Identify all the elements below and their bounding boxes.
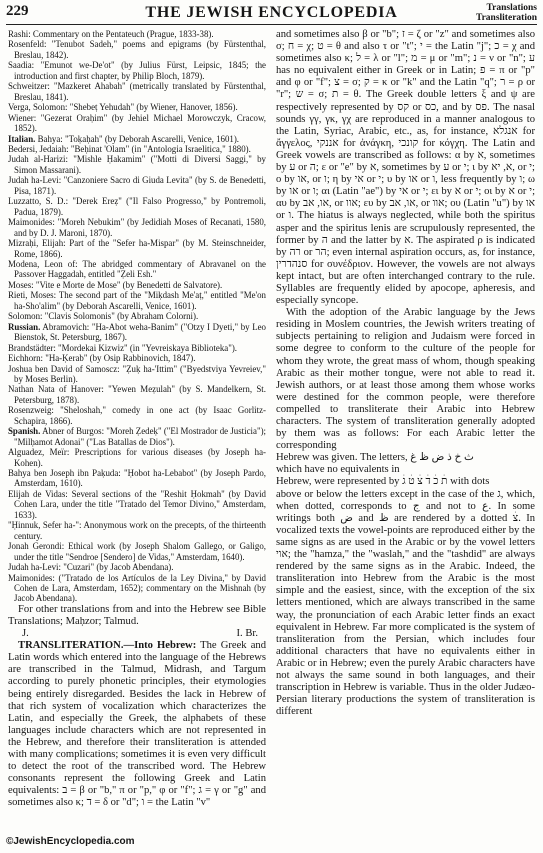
bibliography-list <box>8 29 266 604</box>
signature-right: I. Br. <box>236 628 258 640</box>
right-paragraph-1: and sometimes also β or "b"; ז = ζ or "z" and sometimes also σ; ח = χ; ט = θ and also τ or "t"; י = the Latin "j"; כ = χ and sometimes also κ; ל = λ or "l"; מ = μ or "m"; נ = ν or "n"; ע has no equivalent either in Greek or in Latin; פ = π or "p" and φ or "f"; צ = σ; ק = κ or "k" and the Latin "q"; ר = ρ or "r"; ש = σ; ת = θ. The Greek double letters ξ and ψ are respectively represented by קס or כס, and by פס. The nasal sounds γγ, γκ, γχ are reproduced in a manner analogous to the Latin, Syriac, Arabic, etc., as, for instance, אנגלא for ἄγγελος, אננקי for ἀνάγκη, קונכי for κόγχη. The Latin and Greek vowels are transcribed as follows: α by א, sometimes by ע or ה; ε or "e" by א, sometimes by ע or י; ι by א, יא, or י; ο by או, or ו; η by אי or י; υ by או or ו, less frequently by ו; ω by או or ו; αι (Latin "ae") by אי or י; ει by א or י; οι by א or י; αυ by או, אב, or אוו; ευ by או, אב, or אוו; ου (Latin "u") by או or ו. The hiatus is always neglected, while both the spiritus asper and the spiritus lenis are scrupulously represented, the former by ה and the latter by א. The aspirated ρ is indicated by רה or הר; even internal aspiration occurs, as, for instance, סנהדרין for συνέδριον. However, the vowels are not always kept intact, but are often interchanged contrary to the rule. Syllables are frequently elided by apocope, apheresis, and especially syncope. <box>276 29 536 307</box>
section-line-translations: Translations <box>486 3 537 13</box>
which-have-line: which have no equivalents in <box>276 464 400 476</box>
bibliography-entry: Bedersi, Jedaiah: "Beḥinat 'Olam" (in "Antologia Israelitica," 1880). <box>8 143 251 154</box>
language-label: Spanish. <box>8 426 41 437</box>
transliteration-paragraph <box>8 640 266 809</box>
transliteration-text: The Greek and Latin words which entered into the language of the Hebrews are transcribed in the Talmud, Midrash, and Targum according to purely phonetic principles, their etymologies being entirely disregarded. Besides the lack in Hebrew of that rich system of vocalization which characterizes the Latin, and especially the Greek, the alphabets of these languages include characters which are not represented in the Hebrew, and therefore their transliteration is attended with many complications; sometimes it is even very difficult to detect the root of the transcribed word. The Hebrew consonants represent the following Greek and Latin equivalents: ב = β or "b," π or "p," φ or "f"; ג = γ or "g" and sometimes also κ; ד = δ or "d"; ו = the Latin "v" <box>8 640 267 809</box>
bibliography-entry: Judah ha-Levi: "Canzoniere Sacro di Giuda Levita" (by S. de Benedetti, Pisa, 1871). <box>8 175 266 196</box>
bibliography-entry: Spanish. Abner of Burgos: "Moreh Ẓedeḳ" ("El Mostrador de Justicia"); "Milḥamot Adonai" ("Las Batallas de Dios"). <box>8 426 266 447</box>
bibliography-entry: Rosenzweig: "Sheloshah," comedy in one act (by Isaac Gorlitz-Schapira, 1866). <box>8 405 266 426</box>
bibliography-entry: Joshua ben David of Samoscz: "Ẓuḳ ha-'Ittim" ("Byedstviya Yevreiev," by Moses Berlin). <box>8 363 266 384</box>
arabic-letters: ث خ ذ ض ظ غ <box>410 452 474 464</box>
bibliography-entry: Brandstädter: "Mordekai Kizwiz" (in "Yevreiskaya Biblioteka"). <box>8 342 237 353</box>
bibliography-entry: Wiener: "Gezerat Oraḥim" (by Jehiel Michael Morowczyk, Cracow, 1852). <box>8 112 266 134</box>
header-rule <box>6 24 537 25</box>
bibliography-entry: Luzzatto, S. D.: "Derek Ereẓ" ("Il Falso Progresso," by Pontremoli, Padua, 1879). <box>8 196 266 217</box>
page-header <box>6 3 537 25</box>
hebrew-rep-line <box>276 476 535 488</box>
bibliography-entry: Verga, Solomon: "Shebeṭ Yehudah" (by Wiener, Hanover, 1856). <box>8 102 238 113</box>
bibliography-entry: Jonah Gerondi: Ethical work (by Joseph Shalom Gallego, or Galigo, under the title "Sendroe [Sendero] de Vidas," Amsterdam, 1640). <box>8 541 266 562</box>
language-label: Russian. <box>8 321 41 332</box>
journal-title: THE JEWISH ENCYCLOPEDIA <box>145 4 398 21</box>
right-paragraph-2a: With the adoption of the Arabic language by the Jews residing in Moslem countries, the Jewish writers treating of subjects pertaining to religion and Judaism were forced in some degree to conform to the culture of the people for whom they wrote, the great mass of whom, though speaking Arabic as their mother tongue, were not able to read it. Jewish authors, or at least those among them whose works were destined for the common people, were therefore compelled to transliterate their Arabic into Hebrew characters. The system of transliteration generally adopted by them was as follows: For each Arabic letter the corresponding <box>276 307 535 452</box>
see-also-paragraph: For other translations from and into the Hebrew see Bible Translations; Maḥzor; Talmud. <box>8 603 266 628</box>
bibliography-entry: Moses: "Vite e Morte de Mose" (by Benedetti de Salvatore). <box>8 279 223 290</box>
bibliography-entry: Maimonides: "Moreh Nebukim" (by Jedidiah Moses of Recanati, 1580, and by D. J. Maroni, 1870). <box>8 217 266 238</box>
footer-credit: ©JewishEncyclopedia.com <box>6 836 135 847</box>
bibliography-entry: Judah al-Harizi: "Mishle Ḥakamim" ("Motti di Diversi Saggi," by Simon Massarani). <box>8 154 266 175</box>
bibliography-entry: Bahya ben Joseph ibn Paḳuda: "Ḥobot ha-Lebabot" (by Joseph Pardo, Amsterdam, 1610). <box>8 468 266 489</box>
bibliography-entry: Schweitzer: "Mazkeret Ahabah" (metrically translated by Fürstenthal, Breslau, 1841). <box>8 81 266 102</box>
left-column <box>8 29 266 810</box>
right-column <box>276 29 535 718</box>
signature-left: J. <box>22 628 29 640</box>
bibliography-entry: Solomon: "Clavis Solomonis" (by Abraham Colorni). <box>8 311 199 322</box>
transliteration-subheading: —Into Hebrew: <box>123 640 197 652</box>
arabic-letters-line <box>276 452 535 464</box>
bibliography-entry: Russian. Abramovich: "Ha-Abot weha-Banim" ("Otzy I Dyeti," by Leo Bienstok, St. Petersburg, 1867). <box>8 321 266 343</box>
bibliography-entry: Alguadez, Meïr: Prescriptions for various diseases (by Joseph ha-Kohen). <box>8 447 266 468</box>
page-number: 229 <box>6 3 29 19</box>
language-label: Italian. <box>8 133 36 144</box>
bibliography-entry: "Ḥinnuk, Sefer ha-": Anonymous work on the precepts, of the thirteenth century. <box>8 520 266 541</box>
bibliography-entry: Eichhorn: "Ha-Ḳerab" (by Osip Rabbinovich, 1847). <box>8 353 196 364</box>
bibliography-entry: Nathan Nata of Hanover: "Yewen Meẓulah" (by S. Mandelkern, St. Petersburg, 1878). <box>8 384 266 405</box>
line-hebrew-rep: Hebrew, were represented by <box>276 476 400 488</box>
bibliography-entry: Mizraḥi, Elijah: Part of the "Sefer ha-Mispar" (by M. Steinschneider, Rome, 1866). <box>8 238 266 259</box>
transliteration-heading: TRANSLITERATION. <box>18 640 124 652</box>
section-line-transliteration: Transliteration <box>475 13 537 23</box>
bibliography-entry: Saadia: "Emunot we-De'ot" (by Julius Fürst, Leipsic, 1845; the introduction and first chapter, by Philip Bloch, 1879). <box>8 60 266 81</box>
hebrew-letters: תׄ כׄ דׄ צׄ טׄ גׄ <box>402 476 448 488</box>
line-with-dots: with dots <box>450 476 490 488</box>
bibliography-entry: Maimonides: ("Tratado de los Artículos de la Ley Divina," by David Cohen de Lara, Amsterdam, 1652); commentary on the Mishnah (by Jacob Abendana). <box>8 572 266 604</box>
bibliography-entry: Judah ha-Levi: "Cuzari" (by Jacob Abendana). <box>8 562 174 573</box>
signature-line <box>8 628 266 640</box>
bibliography-entry: Rashi: Commentary on the Pentateuch (Prague, 1833-38). <box>8 29 214 39</box>
bibliography-entry: Italian. Bahya: "Toḳaḥah" (by Deborah Ascarelli, Venice, 1601). <box>8 133 239 144</box>
right-paragraph-2b: above or below the letters except in the case of the ג, which, when dotted, corresponds to ج and not to ع. In some writings both ض and ظ are rendered by a dotted צׄ. In vocalized texts the vowel-points are reproduced either by the same signs as are used in the Arabic or by the vowel letters אוי; the "hamza," the "waslah," and the "tashdid" are always rendered by the same signs as in the Arabic. Indeed, the transliteration into Hebrew from the Arabic is the most simple and the easiest, since, with the exception of the six letters mentioned, which are always transcribed in the same way, the pronunciation of each Arabic letter finds an exact equivalent in Hebrew. Far more complicated is the system of transliteration from the Persian, which includes four additional characters that have no equivalents either in Arabic or in Hebrew; even the purely Arabic characters have not always the same sound in both languages, and their transcription in Hebrew is variable. Thus in the older Judæo-Persian literary productions the system of transliteration is different <box>276 488 536 718</box>
bibliography-entry: Modena, Leon of: The abridged commentary of Abravanel on the Passover Haggadah, entitled "Ẓeli Esh." <box>8 258 266 280</box>
line-hebrew-given: Hebrew was given. The letters, <box>276 452 408 464</box>
bibliography-entry: Rosenfeld: "Tenubot Sadeh," poems and epigrams (by Fürstenthal, Breslau, 1842). <box>8 39 266 60</box>
bibliography-entry: Elijah de Vidas: Several sections of the "Reshit Ḥokmah" (by David Cohen Lara, under the title "Tratado del Temor Divino," Amsterdam, 1633). <box>8 488 266 520</box>
bibliography-entry: Rieti, Moses: The second part of the "Miḳdash Me'aṭ," entitled "Me'on ha-Sho'alim" (by Deborah Ascarelli, Venice, 1601). <box>8 290 266 311</box>
section-heading <box>476 3 537 23</box>
